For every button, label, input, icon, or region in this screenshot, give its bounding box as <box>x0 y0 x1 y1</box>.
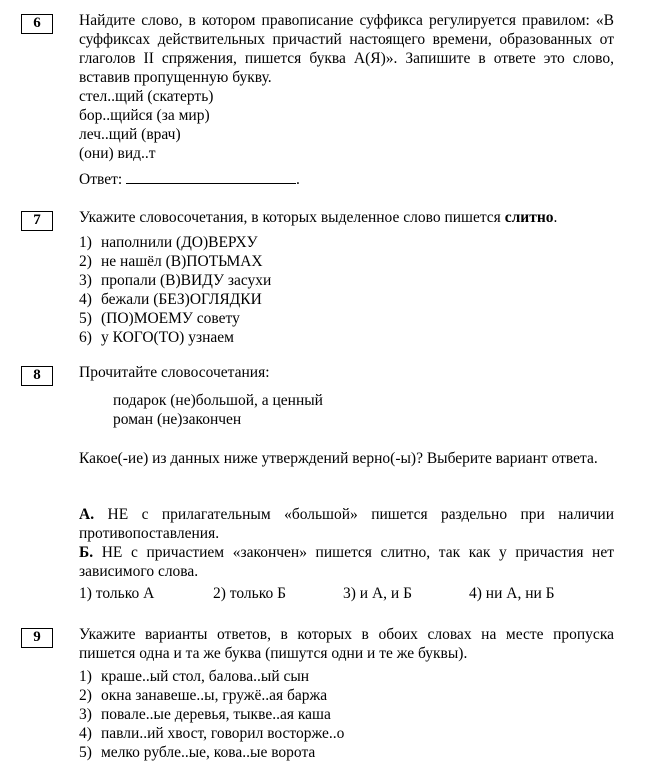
choice: 3) и А, и Б <box>343 585 412 602</box>
option-text: не нашёл (В)ПОТЬМАХ <box>101 253 263 270</box>
option <box>79 309 271 328</box>
option-number: 3) <box>79 272 92 289</box>
answer-end: . <box>296 171 300 188</box>
task-9-options <box>79 667 344 762</box>
task-7-text <box>79 208 557 227</box>
option-number: 6) <box>79 329 92 346</box>
option <box>79 290 271 309</box>
task-8-choices <box>79 584 555 603</box>
option-text: краше..ый стол, балова..ый сын <box>101 668 310 685</box>
option-number: 5) <box>79 744 92 761</box>
option-text: наполнили (ДО)ВЕРХУ <box>101 234 258 251</box>
choice: 4) ни А, ни Б <box>469 585 555 602</box>
option <box>79 724 344 743</box>
option-text: повале..ые деревья, тыкве..ая каша <box>101 706 331 723</box>
task-7-text-part: Укажите словосочетания, в которых выделенное слово пишется <box>79 209 505 226</box>
option-number: 2) <box>79 253 92 270</box>
task-6-word: бор..щийся (за мир) <box>79 107 210 124</box>
task-7-text-bold: слитно <box>504 209 554 226</box>
statement-b-text: НЕ с причастием «закончен» пишется слитно, так как у причастия нет зависимого слова. <box>79 544 614 580</box>
task-number-7: 7 <box>21 211 53 231</box>
option-text: окна занавеше..ы, гружё..ая баржа <box>101 687 328 704</box>
task-8-examples <box>113 391 323 429</box>
task-6-word: (они) вид..т <box>79 145 156 162</box>
option <box>79 328 271 347</box>
answer-label: Ответ: <box>79 171 123 188</box>
task-number-8: 8 <box>21 366 53 386</box>
statement-a-label: А. <box>79 506 95 523</box>
option-text: у КОГО(ТО) узнаем <box>101 329 234 346</box>
task-8-intro: Прочитайте словосочетания: <box>79 364 270 381</box>
task-number-9: 9 <box>21 628 53 648</box>
task-6-answer-row <box>79 169 300 189</box>
option-number: 4) <box>79 725 92 742</box>
example-phrase: роман (не)закончен <box>113 411 242 428</box>
task-number-6: 6 <box>21 14 53 34</box>
option-text: пропали (В)ВИДУ засухи <box>101 272 272 289</box>
option <box>79 667 344 686</box>
choice: 2) только Б <box>213 585 286 602</box>
option-number: 2) <box>79 687 92 704</box>
task-9-text: Укажите варианты ответов, в которых в обоих словах на месте пропуска пишется одна и та же буква (пишутся одни и те же буквы). <box>79 626 614 662</box>
option-text: мелко рубле..ые, кова..ые ворота <box>101 744 316 761</box>
task-6-word: стел..щий (скатерть) <box>79 88 214 105</box>
option-number: 5) <box>79 310 92 327</box>
option-text: бежали (БЕЗ)ОГЛЯДКИ <box>101 291 262 308</box>
statement-a-text: НЕ с прилагательным «большой» пишется раздельно при наличии противопоставления. <box>79 506 614 542</box>
statement-b <box>79 543 614 581</box>
answer-field[interactable] <box>126 169 296 184</box>
statement-a <box>79 505 614 543</box>
option-text: павли..ий хвост, говорил восторже..о <box>101 725 345 742</box>
option <box>79 705 344 724</box>
example-phrase: подарок (не)большой, а ценный <box>113 392 323 409</box>
task-7-options <box>79 233 271 347</box>
option <box>79 271 271 290</box>
task-6-text: Найдите слово, в котором правописание суффикса регулируется правилом: «В суффиксах действительных причастий настоящего времени, образованных от глаголов II спряжения, пишется буква А(Я)». Запишите в ответе это слово, вставив пропущенную букву. <box>79 12 614 86</box>
option <box>79 686 344 705</box>
option-number: 4) <box>79 291 92 308</box>
option <box>79 252 271 271</box>
option-number: 1) <box>79 234 92 251</box>
task-6-word: леч..щий (врач) <box>79 126 181 143</box>
task-8-question: Какое(-ие) из данных ниже утверждений верно(-ы)? Выберите вариант ответа. <box>79 450 598 467</box>
choice: 1) только А <box>79 585 155 602</box>
option <box>79 743 344 762</box>
option-text: (ПО)МОЕМУ совету <box>101 310 240 327</box>
task-7-text-end: . <box>553 209 558 226</box>
statement-b-label: Б. <box>79 544 94 561</box>
task-6-word-list <box>79 87 213 163</box>
option <box>79 233 271 252</box>
option-number: 1) <box>79 668 92 685</box>
option-number: 3) <box>79 706 92 723</box>
